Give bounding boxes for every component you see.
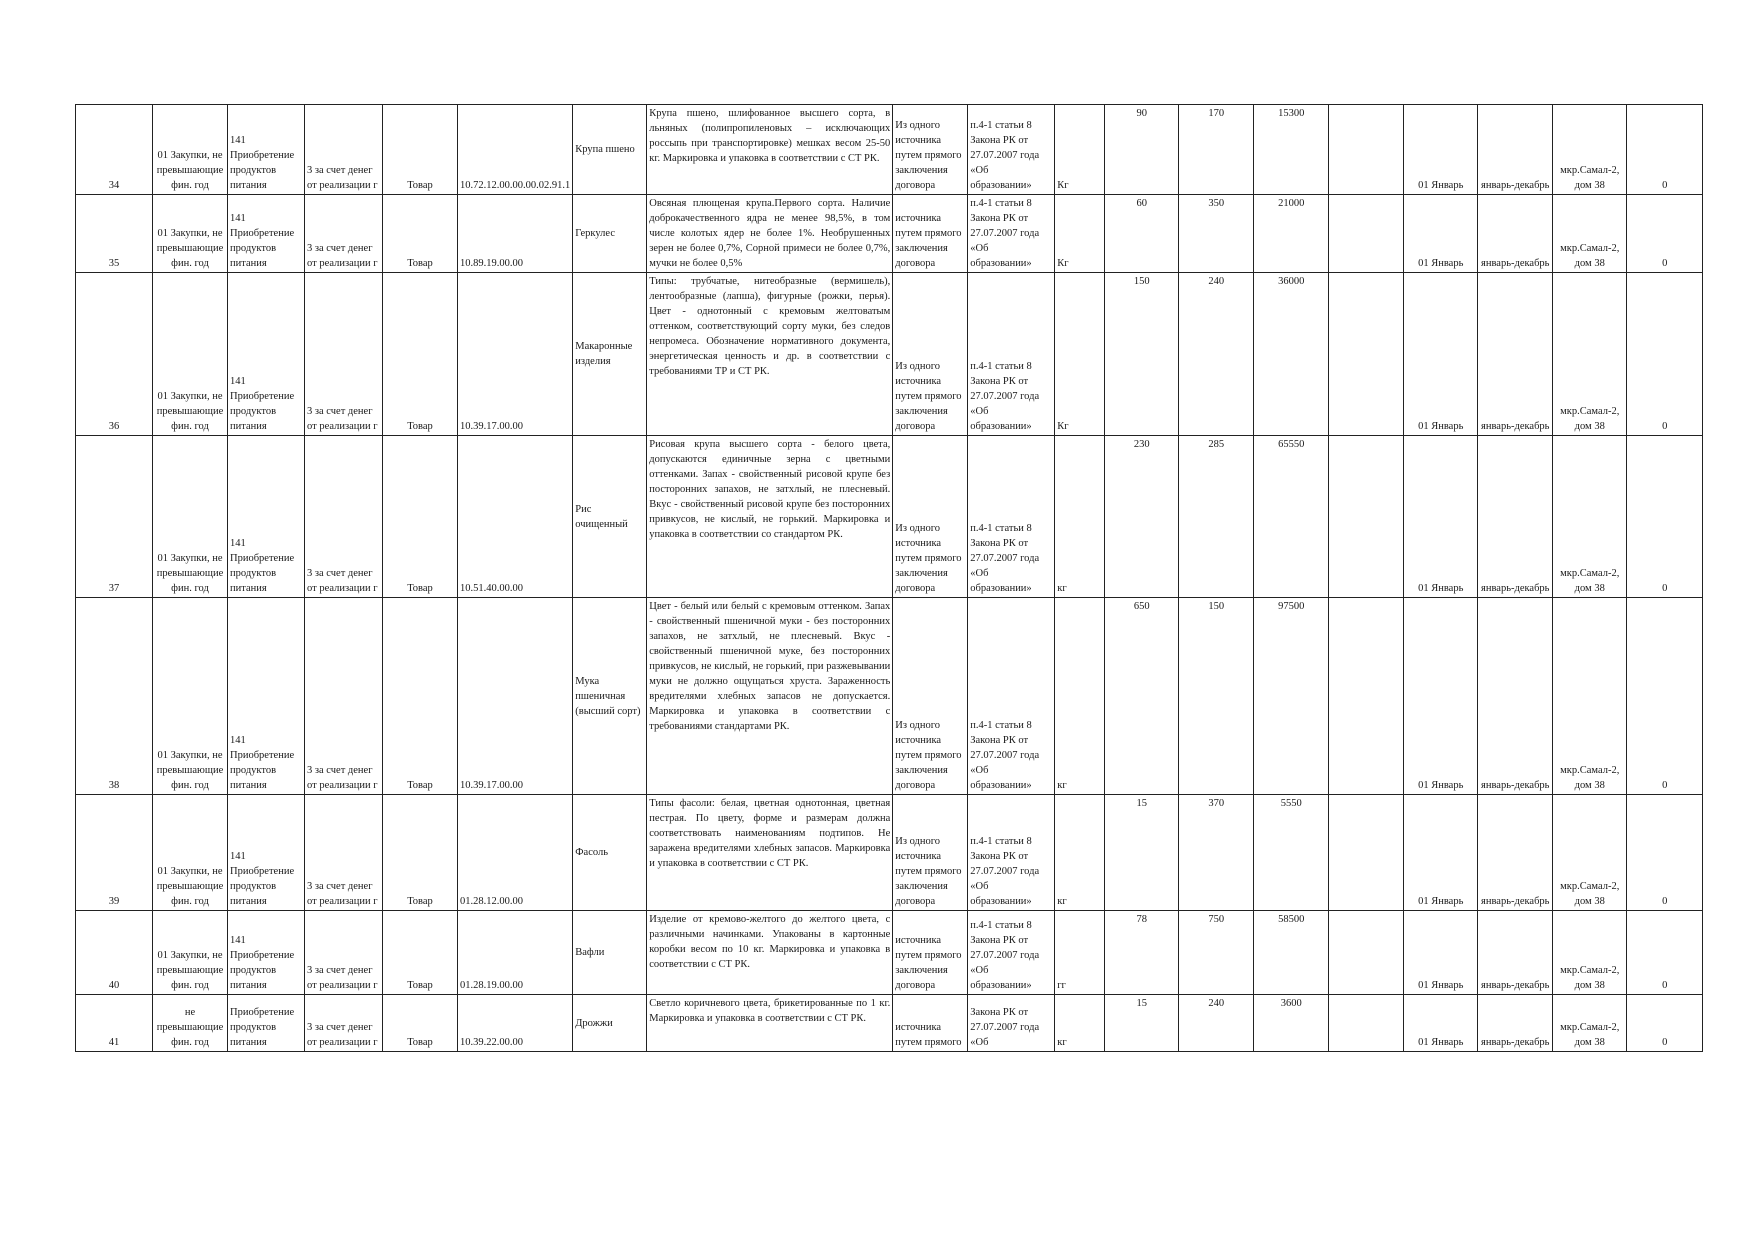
- unit-price: 350: [1179, 195, 1254, 273]
- specifics: 141 Приобретение продуктов питания: [228, 273, 305, 436]
- table-row: [76, 911, 1703, 995]
- empty-cell: [1329, 911, 1404, 995]
- total-amount: 15300: [1254, 105, 1329, 195]
- item-description: Цвет - белый или белый с кремовым оттенком. Запах - свойственный пшеничной муки - без посторонних запахов, не затхлый, не плесневый. Вкус - свойственный пшеничной муке, без посторонних привкусов, не кислый, не горький, при разжевывании муки не должно ощущаться хруста. Зараженность вредителями хлебных запасов не допускается. Маркировка и упаковка в соответствии с требованиями стандартами РК.: [647, 598, 893, 795]
- empty-cell: [1329, 995, 1404, 1052]
- specifics: 141 Приобретение продуктов питания: [228, 795, 305, 911]
- empty-cell: [1329, 105, 1404, 195]
- specifics: Приобретение продуктов питания: [228, 995, 305, 1052]
- procurement-table: [75, 104, 1703, 1052]
- quantity: 230: [1105, 436, 1179, 598]
- planned-month: 01 Январь: [1404, 195, 1478, 273]
- empty-cell: [1329, 795, 1404, 911]
- row-number: 36: [76, 273, 153, 436]
- funding-source: 3 за счет денег от реализации г: [305, 436, 383, 598]
- item-name: Вафли: [573, 911, 647, 995]
- prepayment: 0: [1627, 105, 1703, 195]
- prepayment: 0: [1627, 911, 1703, 995]
- item-kind: Товар: [383, 795, 458, 911]
- funding-source: 3 за счет денег от реализации г: [305, 995, 383, 1052]
- delivery-address: мкр.Самал-2, дом 38: [1553, 195, 1627, 273]
- legal-basis: п.4-1 статьи 8 Закона РК от 27.07.2007 года «Об образовании»: [968, 195, 1055, 273]
- item-description: Светло коричневого цвета, брикетированные по 1 кг. Маркировка и упаковка в соответствии с СТ РК.: [647, 995, 893, 1052]
- delivery-period: январь-декабрь: [1478, 195, 1553, 273]
- empty-cell: [1329, 195, 1404, 273]
- funding-source: 3 за счет денег от реализации г: [305, 598, 383, 795]
- item-name: Фасоль: [573, 795, 647, 911]
- table-row: [76, 273, 1703, 436]
- delivery-period: январь-декабрь: [1478, 598, 1553, 795]
- total-amount: 21000: [1254, 195, 1329, 273]
- unit-price: 285: [1179, 436, 1254, 598]
- planned-month: 01 Январь: [1404, 598, 1478, 795]
- supplier-method: Из одного источника путем прямого заключения договора: [893, 105, 968, 195]
- unit-price: 240: [1179, 995, 1254, 1052]
- quantity: 150: [1105, 273, 1179, 436]
- empty-cell: [1329, 436, 1404, 598]
- delivery-address: мкр.Самал-2, дом 38: [1553, 273, 1627, 436]
- row-number: 40: [76, 911, 153, 995]
- table-row: [76, 436, 1703, 598]
- unit-price: 240: [1179, 273, 1254, 436]
- specifics: 141 Приобретение продуктов питания: [228, 598, 305, 795]
- item-code: 10.72.12.00.00.00.02.91.1: [458, 105, 573, 195]
- unit: кг: [1055, 598, 1105, 795]
- prepayment: 0: [1627, 995, 1703, 1052]
- total-amount: 5550: [1254, 795, 1329, 911]
- quantity: 90: [1105, 105, 1179, 195]
- item-name: Геркулес: [573, 195, 647, 273]
- item-name: Рис очищенный: [573, 436, 647, 598]
- quantity: 60: [1105, 195, 1179, 273]
- delivery-address: мкр.Самал-2, дом 38: [1553, 911, 1627, 995]
- planned-month: 01 Январь: [1404, 795, 1478, 911]
- supplier-method: Из одного источника путем прямого заключения договора: [893, 795, 968, 911]
- item-kind: Товар: [383, 273, 458, 436]
- row-number: 39: [76, 795, 153, 911]
- item-code: 01.28.19.00.00: [458, 911, 573, 995]
- planned-month: 01 Январь: [1404, 105, 1478, 195]
- supplier-method: источника путем прямого заключения договора: [893, 911, 968, 995]
- planned-month: 01 Январь: [1404, 436, 1478, 598]
- row-number: 35: [76, 195, 153, 273]
- funding-source: 3 за счет денег от реализации г: [305, 273, 383, 436]
- unit: кг: [1055, 436, 1105, 598]
- planned-month: 01 Январь: [1404, 911, 1478, 995]
- specifics: 141 Приобретение продуктов питания: [228, 436, 305, 598]
- total-amount: 36000: [1254, 273, 1329, 436]
- item-kind: Товар: [383, 436, 458, 598]
- item-description: Типы: трубчатые, нитеобразные (вермишель), лентообразные (лапша), фигурные (рожки, перья). Цвет - однотонный с кремовым желтоватым оттенком, соответствующий сорту муки, без следов непромеса. Обозначение нормативного документа, энергетическая ценность и др. в соответствии с требованиями ТР и СТ РК.: [647, 273, 893, 436]
- quantity: 650: [1105, 598, 1179, 795]
- item-description: Типы фасоли: белая, цветная однотонная, цветная пестрая. По цвету, форме и размерам должна соответствовать наименованиям подтипов. Не заражена вредителями хлебных запасов. Маркировка и упаковка в соответствии с СТ РК.: [647, 795, 893, 911]
- specifics: 141 Приобретение продуктов питания: [228, 105, 305, 195]
- delivery-period: январь-декабрь: [1478, 436, 1553, 598]
- quantity: 15: [1105, 795, 1179, 911]
- procurement-method: 01 Закупки, не превышающие фин. год: [153, 795, 228, 911]
- row-number: 38: [76, 598, 153, 795]
- specifics: 141 Приобретение продуктов питания: [228, 911, 305, 995]
- procurement-method: 01 Закупки, не превышающие фин. год: [153, 105, 228, 195]
- legal-basis: п.4-1 статьи 8 Закона РК от 27.07.2007 года «Об образовании»: [968, 795, 1055, 911]
- item-name: Макаронные изделия: [573, 273, 647, 436]
- item-kind: Товар: [383, 911, 458, 995]
- planned-month: 01 Январь: [1404, 273, 1478, 436]
- supplier-method: Из одного источника путем прямого заключения договора: [893, 598, 968, 795]
- delivery-address: мкр.Самал-2, дом 38: [1553, 105, 1627, 195]
- legal-basis: п.4-1 статьи 8 Закона РК от 27.07.2007 года «Об образовании»: [968, 911, 1055, 995]
- table-row: [76, 995, 1703, 1052]
- procurement-method: 01 Закупки, не превышающие фин. год: [153, 911, 228, 995]
- delivery-address: мкр.Самал-2, дом 38: [1553, 436, 1627, 598]
- item-kind: Товар: [383, 195, 458, 273]
- delivery-period: январь-декабрь: [1478, 995, 1553, 1052]
- table-row: [76, 195, 1703, 273]
- procurement-method: 01 Закупки, не превышающие фин. год: [153, 598, 228, 795]
- row-number: 37: [76, 436, 153, 598]
- unit-price: 750: [1179, 911, 1254, 995]
- unit: Кг: [1055, 273, 1105, 436]
- legal-basis: п.4-1 статьи 8 Закона РК от 27.07.2007 года «Об образовании»: [968, 598, 1055, 795]
- prepayment: 0: [1627, 598, 1703, 795]
- table-row: [76, 795, 1703, 911]
- unit: кг: [1055, 995, 1105, 1052]
- prepayment: 0: [1627, 195, 1703, 273]
- funding-source: 3 за счет денег от реализации г: [305, 795, 383, 911]
- procurement-method: не превышающие фин. год: [153, 995, 228, 1052]
- item-description: Рисовая крупа высшего сорта - белого цвета, допускаются единичные зерна с цветными оттенками. Запах - свойственный рисовой крупе без посторонних запахов, не затхлый, не плесневый. Вкус - свойственный рисовой крупе без посторонних привкусов, не кислый, не горький. Маркировка и упаковка в соответствии со стандартом РК.: [647, 436, 893, 598]
- table-body: [76, 105, 1703, 1052]
- prepayment: 0: [1627, 795, 1703, 911]
- quantity: 15: [1105, 995, 1179, 1052]
- legal-basis: Закона РК от 27.07.2007 года «Об: [968, 995, 1055, 1052]
- delivery-period: январь-декабрь: [1478, 273, 1553, 436]
- unit: гг: [1055, 911, 1105, 995]
- item-code: 10.39.17.00.00: [458, 598, 573, 795]
- item-name: Мука пшеничная (высший сорт): [573, 598, 647, 795]
- prepayment: 0: [1627, 436, 1703, 598]
- unit: Кг: [1055, 195, 1105, 273]
- supplier-method: источника путем прямого заключения договора: [893, 195, 968, 273]
- specifics: 141 Приобретение продуктов питания: [228, 195, 305, 273]
- row-number: 34: [76, 105, 153, 195]
- total-amount: 65550: [1254, 436, 1329, 598]
- empty-cell: [1329, 273, 1404, 436]
- delivery-address: мкр.Самал-2, дом 38: [1553, 598, 1627, 795]
- delivery-period: январь-декабрь: [1478, 795, 1553, 911]
- procurement-method: 01 Закупки, не превышающие фин. год: [153, 273, 228, 436]
- delivery-period: январь-декабрь: [1478, 911, 1553, 995]
- table-row: [76, 598, 1703, 795]
- legal-basis: п.4-1 статьи 8 Закона РК от 27.07.2007 года «Об образовании»: [968, 436, 1055, 598]
- unit: Кг: [1055, 105, 1105, 195]
- delivery-address: мкр.Самал-2, дом 38: [1553, 995, 1627, 1052]
- planned-month: 01 Январь: [1404, 995, 1478, 1052]
- row-number: 41: [76, 995, 153, 1052]
- quantity: 78: [1105, 911, 1179, 995]
- item-description: Изделие от кремово-желтого до желтого цвета, с различными начинками. Упакованы в картонные коробки весом по 10 кг. Маркировка и упаковка в соответствии с СТ РК.: [647, 911, 893, 995]
- legal-basis: п.4-1 статьи 8 Закона РК от 27.07.2007 года «Об образовании»: [968, 273, 1055, 436]
- item-code: 10.39.22.00.00: [458, 995, 573, 1052]
- supplier-method: Из одного источника путем прямого заключения договора: [893, 273, 968, 436]
- supplier-method: Из одного источника путем прямого заключения договора: [893, 436, 968, 598]
- procurement-method: 01 Закупки, не превышающие фин. год: [153, 195, 228, 273]
- prepayment: 0: [1627, 273, 1703, 436]
- empty-cell: [1329, 598, 1404, 795]
- unit-price: 150: [1179, 598, 1254, 795]
- funding-source: 3 за счет денег от реализации г: [305, 911, 383, 995]
- item-kind: Товар: [383, 995, 458, 1052]
- item-kind: Товар: [383, 105, 458, 195]
- item-code: 01.28.12.00.00: [458, 795, 573, 911]
- total-amount: 3600: [1254, 995, 1329, 1052]
- unit-price: 170: [1179, 105, 1254, 195]
- item-name: Дрожжи: [573, 995, 647, 1052]
- delivery-address: мкр.Самал-2, дом 38: [1553, 795, 1627, 911]
- item-code: 10.89.19.00.00: [458, 195, 573, 273]
- legal-basis: п.4-1 статьи 8 Закона РК от 27.07.2007 года «Об образовании»: [968, 105, 1055, 195]
- supplier-method: источника путем прямого: [893, 995, 968, 1052]
- funding-source: 3 за счет денег от реализации г: [305, 105, 383, 195]
- table-row: [76, 105, 1703, 195]
- procurement-method: 01 Закупки, не превышающие фин. год: [153, 436, 228, 598]
- item-description: Овсяная плющеная крупа.Первого сорта. Наличие доброкачественного ядра не менее 98,5%, в том числе колотых ядер не более 1%. Необрушенных зерен не более 0,7%, Сорной примеси не более 0,7%, мучки не более 0,5%: [647, 195, 893, 273]
- unit-price: 370: [1179, 795, 1254, 911]
- total-amount: 58500: [1254, 911, 1329, 995]
- item-kind: Товар: [383, 598, 458, 795]
- item-name: Крупа пшено: [573, 105, 647, 195]
- item-description: Крупа пшено, шлифованное высшего сорта, в льняных (полипропиленовых – исключающих россыпь при транспортировке) мешках весом 25-50 кг. Маркировка и упаковка в соответствии с СТ РК.: [647, 105, 893, 195]
- item-code: 10.39.17.00.00: [458, 273, 573, 436]
- delivery-period: январь-декабрь: [1478, 105, 1553, 195]
- unit: кг: [1055, 795, 1105, 911]
- funding-source: 3 за счет денег от реализации г: [305, 195, 383, 273]
- total-amount: 97500: [1254, 598, 1329, 795]
- item-code: 10.51.40.00.00: [458, 436, 573, 598]
